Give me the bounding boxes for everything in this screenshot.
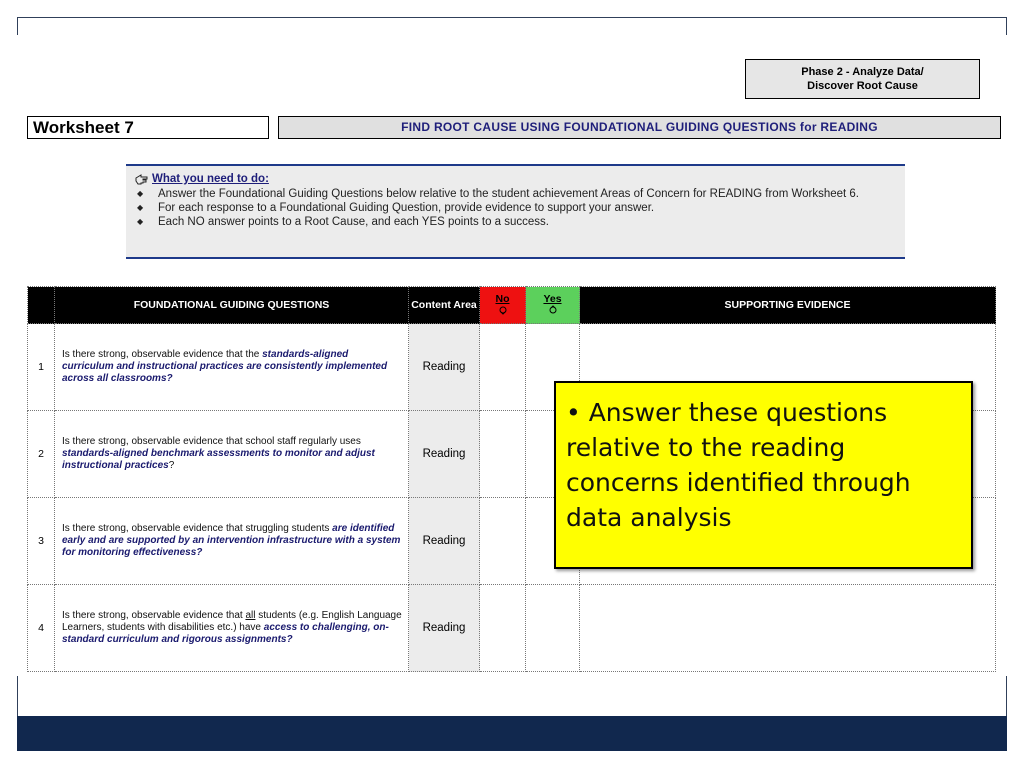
row-number: 1 [28, 324, 55, 411]
question-emphasis: standards-aligned curriculum and instructional practices are consistently implemented across all classrooms? [62, 349, 388, 384]
row-number: 3 [28, 498, 55, 585]
question-cell [55, 498, 409, 585]
content-area-cell: Reading [409, 411, 480, 498]
phase-line-1: Phase 2 - Analyze Data/ [801, 66, 924, 78]
table-row [28, 585, 996, 672]
instruction-item: ◆ For each response to a Foundational Guiding Question, provide evidence to support your answer. [135, 201, 895, 215]
instruction-item: ◆ Answer the Foundational Guiding Questions below relative to the student achievement Areas of Concern for READING from Worksheet 6. [135, 187, 895, 201]
instructions-title: What you need to do: [152, 173, 269, 185]
no-answer-cell[interactable] [480, 324, 526, 411]
slide-frame-left [17, 17, 18, 35]
question-text: students (e.g. English Language Learners, students with disabilities etc.) have [62, 610, 402, 633]
question-text: Is there strong, observable evidence that the [62, 349, 263, 360]
hand-pointing-icon [135, 174, 148, 185]
question-text: Is there strong, observable evidence that [62, 610, 246, 621]
header-yes [526, 287, 580, 324]
question-text: Is there strong, observable evidence that struggling students [62, 523, 333, 534]
question-text: ? [168, 460, 175, 471]
header-questions: FOUNDATIONAL GUIDING QUESTIONS [55, 287, 409, 324]
row-number: 4 [28, 585, 55, 672]
no-answer-cell[interactable] [480, 498, 526, 585]
content-area-cell: Reading [409, 585, 480, 672]
header-no-label: No [495, 292, 510, 305]
thumbs-up-icon [548, 305, 558, 315]
content-area-cell: Reading [409, 324, 480, 411]
header-yes-label: Yes [543, 292, 562, 305]
question-cell [55, 324, 409, 411]
question-emphasis: are identified early and are supported by an intervention infrastructure with a system for monitoring effectiveness? [62, 523, 401, 558]
worksheet-heading: FIND ROOT CAUSE USING FOUNDATIONAL GUIDING QUESTIONS for READING [278, 116, 1001, 139]
no-answer-cell[interactable] [480, 411, 526, 498]
callout-text: Answer these questions relative to the reading concerns identified through data analysis [566, 398, 911, 532]
worksheet-title: Worksheet 7 [27, 116, 269, 139]
question-emphasis: standards-aligned benchmark assessments to monitor and adjust instructional practices [62, 448, 375, 471]
header-number [28, 287, 55, 324]
slide-frame-top [17, 17, 1006, 18]
table-header-row [28, 287, 996, 324]
row-number: 2 [28, 411, 55, 498]
question-cell [55, 585, 409, 672]
slide-frame-left-bottom [17, 676, 18, 716]
footer-bar [17, 716, 1007, 751]
thumbs-down-icon [498, 305, 508, 315]
instruction-item: ◆ Each NO answer points to a Root Cause, and each YES points to a success. [135, 215, 895, 229]
callout-bullet: • [566, 398, 581, 427]
evidence-cell[interactable] [580, 585, 996, 672]
header-content-area: Content Area [409, 287, 480, 324]
content-area-cell: Reading [409, 498, 480, 585]
no-answer-cell[interactable] [480, 585, 526, 672]
question-emphasis: access to challenging, on-standard curriculum and rigorous assignments? [62, 622, 389, 645]
header-evidence: SUPPORTING EVIDENCE [580, 287, 996, 324]
instructions-list [135, 187, 895, 229]
callout-note [554, 381, 973, 569]
question-underline: all [245, 610, 256, 621]
phase-label [745, 59, 980, 99]
phase-line-2: Discover Root Cause [807, 80, 918, 92]
yes-answer-cell[interactable] [526, 585, 580, 672]
slide-frame-right-bottom [1006, 676, 1007, 716]
question-text: Is there strong, observable evidence that school staff regularly uses [62, 436, 361, 447]
question-cell [55, 411, 409, 498]
slide-frame-right [1006, 17, 1007, 35]
header-no [480, 287, 526, 324]
instructions-box [126, 164, 905, 259]
